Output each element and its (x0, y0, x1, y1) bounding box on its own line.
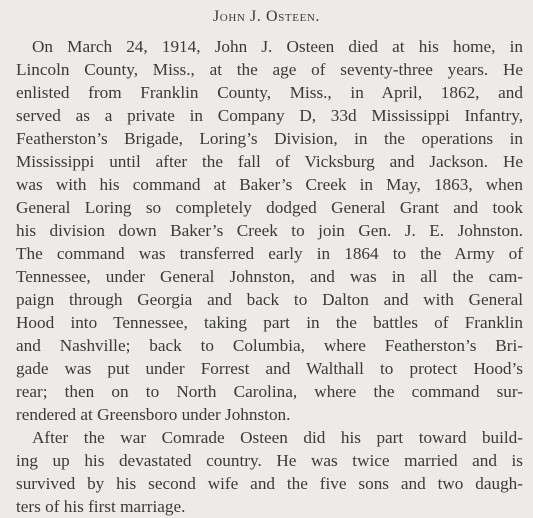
paragraph-line: served as a private in Company D, 33d Mississippi Infantry, (16, 106, 523, 125)
paragraph-line: The command was transferred early in 1864 to the Army of (16, 244, 523, 263)
paragraph-line: rendered at Greensboro under Johnston. (16, 405, 291, 424)
paragraph-line: paign through Georgia and back to Dalton and with General (16, 290, 523, 309)
paragraph-line: survived by his second wife and the five sons and two daugh- (16, 474, 523, 493)
paragraph-line: and Nashville; back to Columbia, where Featherston’s Bri- (16, 336, 523, 355)
paragraph-line: Featherston’s Brigade, Loring’s Division, in the operations in (16, 129, 523, 148)
paragraph-line: ters of his first marriage. (16, 497, 186, 516)
paragraph-line: was with his command at Baker’s Creek in May, 1863, when (16, 175, 523, 194)
paragraph-line: Mississippi until after the fall of Vicksburg and Jackson. He (16, 152, 523, 171)
paragraph-line: General Loring so completely dodged General Grant and took (16, 198, 523, 217)
paragraph-line: On March 24, 1914, John J. Osteen died at his home, in (32, 37, 523, 56)
paragraph-line: Hood into Tennessee, taking part in the battles of Franklin (16, 313, 523, 332)
paragraph-line: his division down Baker’s Creek to join Gen. J. E. Johnston. (16, 221, 523, 240)
paragraph-line: After the war Comrade Osteen did his part toward build- (32, 428, 523, 447)
paragraph-line: gade was put under Forrest and Walthall to protect Hood’s (16, 359, 523, 378)
obituary-heading: John J. Osteen. (212, 8, 321, 25)
paragraph-line: Tennessee, under General Johnston, and was in all the cam- (16, 267, 523, 286)
paragraph-line: rear; then on to North Carolina, where the command sur- (16, 382, 523, 401)
paragraph-line: enlisted from Franklin County, Miss., in April, 1862, and (16, 83, 523, 102)
paragraph-line: Lincoln County, Miss., at the age of seventy-three years. He (16, 60, 523, 79)
paragraph-line: ing up his devastated country. He was twice married and is (16, 451, 523, 470)
